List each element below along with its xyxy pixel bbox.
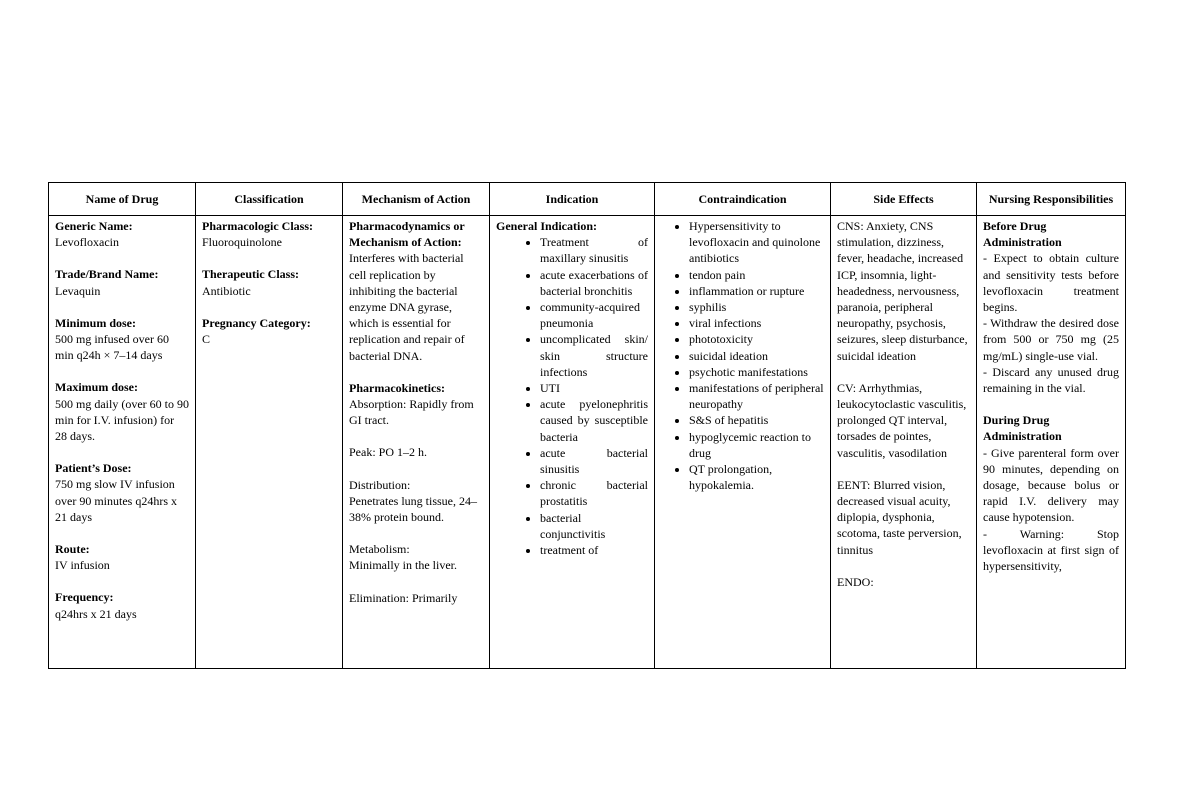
cv-effects: CV: Arrhythmias, leukocytoclastic vasculitis, prolonged QT interval, torsades de pointes, vasculitis, vasodilation — [837, 380, 967, 460]
list-item: • acute exacerbations of bacterial bronchitis — [540, 267, 648, 299]
header-indication: Indication — [490, 183, 655, 216]
list-item: • QT prolongation, hypokalemia. — [689, 461, 824, 493]
eent-effects: EENT: Blurred vision, decreased visual acuity, diplopia, dysphonia, scotoma, taste perversion, tinnitus — [837, 477, 962, 557]
route-value: IV infusion — [55, 558, 110, 573]
brand-name-value: Levaquin — [55, 283, 101, 298]
content-row — [49, 216, 1126, 669]
list-item: • acute pyelonephritis caused by susceptible bacteria — [540, 396, 648, 445]
pharmacologic-class-block — [202, 218, 336, 250]
cns-effects: CNS: Anxiety, CNS stimulation, dizziness, fever, headache, increased ICP, insomnia, light-headedness, nervousness, paranoia, peripheral neuropathy, psychosis, seizures, sleep disturbance, suicidal ideation — [837, 219, 968, 363]
list-item: • treatment of — [540, 542, 648, 558]
maximum-dose-block — [55, 379, 189, 444]
indication-list — [510, 234, 648, 558]
header-classification: Classification — [196, 183, 343, 216]
list-item: • inflammation or rupture — [689, 283, 824, 299]
list-item: • suicidal ideation — [689, 348, 824, 364]
peak-text: Peak: PO 1–2 h. — [349, 445, 427, 460]
before-item: - Discard any unused drug remaining in the vial. — [983, 364, 1119, 396]
before-item: - Withdraw the desired dose from 500 or 750 mg (25 mg/mL) single-use vial. — [983, 316, 1119, 363]
metabolism-text: Metabolism: Minimally in the liver. — [349, 542, 457, 573]
pharmacodynamics-label: Pharmacodynamics or Mechanism of Action: — [349, 219, 465, 250]
pharmacodynamics-block — [349, 218, 483, 364]
during-item: - Give parenteral form over 90 minutes, depending on dosage, because bolus or rapid I.V. delivery may cause hypotension. — [983, 445, 1119, 525]
header-name-of-drug: Name of Drug — [49, 183, 196, 216]
frequency-value: q24hrs x 21 days — [55, 606, 137, 621]
list-item: • syphilis — [689, 299, 824, 315]
absorption-text: Absorption: Rapidly from GI tract. — [349, 397, 474, 428]
pregnancy-category-label: Pregnancy Category: — [202, 315, 311, 330]
list-item: • Hypersensitivity to levofloxacin and quinolone antibiotics — [689, 218, 824, 267]
brand-name-block — [55, 266, 189, 298]
maximum-dose-value: 500 mg daily (over 60 to 90 min for I.V. infusion) for 28 days. — [55, 396, 189, 444]
brand-name-label: Trade/Brand Name: — [55, 267, 159, 282]
header-side-effects: Side Effects — [831, 183, 977, 216]
before-item: - Expect to obtain culture and sensitivity tests before levofloxacin treatment begins. — [983, 251, 1119, 315]
list-item: • Treatment of maxillary sinusitis — [540, 234, 648, 266]
patient-dose-label: Patient’s Dose: — [55, 461, 132, 476]
mechanism-cell — [343, 216, 490, 669]
distribution-text: Distribution: Penetrates lung tissue, 24–38% protein bound. — [349, 477, 477, 525]
pregnancy-category-value: C — [202, 332, 211, 347]
list-item: • chronic bacterial prostatitis — [540, 477, 648, 509]
header-mechanism: Mechanism of Action — [343, 183, 490, 216]
generic-name-block — [55, 218, 189, 250]
patient-dose-value: 750 mg slow IV infusion over 90 minutes q24hrs x 21 days — [55, 477, 177, 524]
pharmacokinetics-label: Pharmacokinetics: — [349, 380, 445, 395]
list-item: • psychotic manifestations — [689, 364, 824, 380]
list-item: • viral infections — [689, 315, 824, 331]
contraindication-cell — [655, 216, 831, 669]
maximum-dose-label: Maximum dose: — [55, 380, 138, 395]
list-item: • community-acquired pneumonia — [540, 299, 648, 331]
therapeutic-class-label: Therapeutic Class: — [202, 267, 299, 282]
list-item: • tendon pain — [689, 267, 824, 283]
header-row — [49, 183, 1126, 216]
route-label: Route: — [55, 542, 90, 557]
drug-study-table — [48, 182, 1126, 669]
minimum-dose-block — [55, 315, 189, 364]
pregnancy-category-block — [202, 315, 336, 347]
list-item: • hypoglycemic reaction to drug — [689, 429, 824, 461]
pharmacologic-class-label: Pharmacologic Class: — [202, 219, 313, 233]
generic-name-label: Generic Name: — [55, 219, 133, 233]
general-indication-label: General Indication: — [496, 219, 597, 233]
elimination-text: Elimination: Primarily — [349, 590, 458, 605]
minimum-dose-label: Minimum dose: — [55, 315, 136, 330]
minimum-dose-value: 500 mg infused over 60 min q24h × 7–14 days — [55, 332, 169, 363]
classification-cell — [196, 216, 343, 669]
list-item: • phototoxicity — [689, 331, 824, 347]
therapeutic-class-value: Antibiotic — [202, 283, 251, 298]
list-item: • S&S of hepatitis — [689, 412, 824, 428]
generic-name-value: Levofloxacin — [55, 235, 119, 250]
name-of-drug-cell — [49, 216, 196, 669]
before-administration-block — [983, 218, 1119, 396]
indication-cell — [490, 216, 655, 669]
list-item: • bacterial conjunctivitis — [540, 510, 648, 542]
frequency-label: Frequency: — [55, 590, 114, 605]
list-item: • uncomplicated skin/ skin structure infections — [540, 331, 648, 380]
header-contraindication: Contraindication — [655, 183, 831, 216]
pharmacodynamics-text: Interferes with bacterial cell replication by inhibiting the bacterial enzyme DNA gyrase, which is essential for replication and repair of bacterial DNA. — [349, 251, 465, 363]
patient-dose-block — [55, 460, 189, 525]
therapeutic-class-block — [202, 266, 336, 298]
list-item: • acute bacterial sinusitis — [540, 445, 648, 477]
contraindication-list — [661, 218, 824, 493]
during-administration-block — [983, 412, 1119, 574]
nursing-cell — [977, 216, 1126, 669]
route-block — [55, 541, 189, 573]
pharmacologic-class-value: Fluoroquinolone — [202, 235, 282, 250]
during-administration-label: During Drug Administration — [983, 413, 1062, 444]
before-administration-label: Before Drug Administration — [983, 219, 1062, 250]
side-effects-cell — [831, 216, 977, 669]
list-item: • manifestations of peripheral neuropathy — [689, 380, 824, 412]
frequency-block — [55, 589, 189, 621]
endo-effects: ENDO: — [837, 574, 874, 589]
header-nursing: Nursing Responsibilities — [977, 183, 1126, 216]
list-item: • UTI — [540, 380, 648, 396]
during-item: - Warning: Stop levofloxacin at first sign of hypersensitivity, — [983, 526, 1119, 574]
